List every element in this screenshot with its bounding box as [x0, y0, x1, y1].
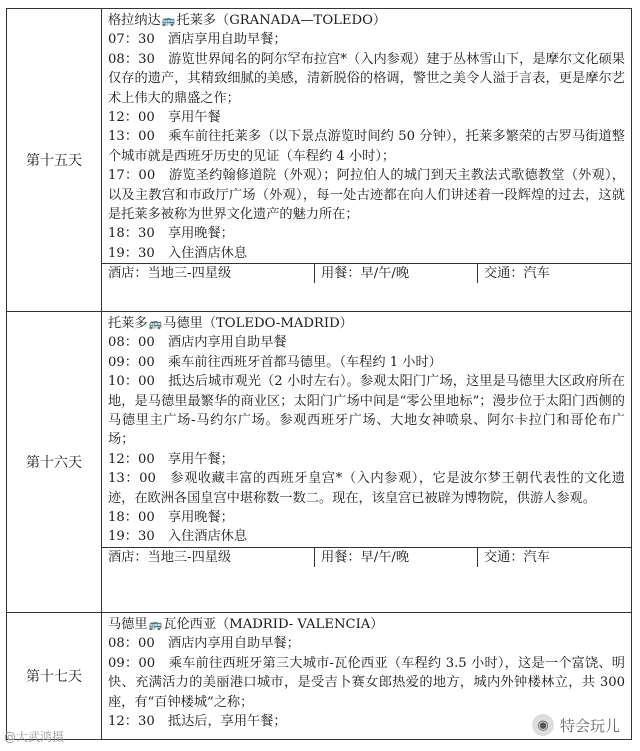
- meals-info: 用餐：早/午/晚: [315, 264, 478, 283]
- day-label: 第十六天: [7, 312, 102, 613]
- schedule-line: 19：30 入住酒店休息: [108, 245, 248, 261]
- schedule-line: 10：00 抵达后城市观光（2 小时左右）。参观太阳门广场，这里是马德里大区政府所在地，是马德里最繁华的商业区；太阳门广场中间是“零公里地标”；漫步位于太阳门西侧的马德里主广场-马约尔广场。参观西班牙广场、大地女神喷泉、阿尔卡拉门和哥伦布广场；: [108, 374, 625, 448]
- day-detail: [102, 312, 632, 613]
- route-title: [108, 11, 625, 30]
- day-row: [7, 312, 632, 613]
- route-from: 马德里: [108, 617, 148, 632]
- watermark-right: [532, 714, 620, 736]
- bus-icon: 🚌: [161, 14, 176, 27]
- schedule-line: 09：00 乘车前往西班牙第三大城市-瓦伦西亚（车程约 3.5 小时），这是一个富饶、明快、充满活力的美丽港口城市，是受吉卜赛女郎热爱的地方，城内外钟楼林立，共 300 座，有“百钟楼城”之称；: [108, 655, 625, 710]
- day-label: 第十七天: [7, 613, 102, 740]
- schedule-line: 12：00 享用午餐；: [108, 451, 234, 467]
- schedule-line: 13：00 乘车前往托莱多（以下景点游览时间约 50 分钟），托莱多繁荣的古罗马街道整个城市就是西班牙历史的见证（车程约 4 小时）；: [108, 129, 625, 164]
- schedule-line: 12：00 享用午餐: [108, 110, 221, 126]
- schedule-line: 19：30 入住酒店休息: [108, 529, 248, 545]
- info-row: [102, 263, 631, 283]
- route-to: 托莱多（GRANADA—TOLEDO）: [176, 13, 387, 28]
- hotel-info: 酒店：当地三-四星级: [102, 264, 315, 283]
- schedule-line: 18：30 享用晚餐；: [108, 226, 234, 242]
- bus-icon: 🚌: [148, 317, 163, 330]
- schedule-line: 17：00 游览圣约翰修道院（外观）；阿拉伯人的城门到天主教法式歌德教堂（外观），以及主教宫和市政厅广场（外观），每一处古迹都在向人们讲述着一段辉煌的过去，这就是托莱多被称为世界文化遗产的魅力所在；: [108, 168, 625, 223]
- wechat-logo-icon: ◉: [532, 714, 554, 736]
- schedule-line: 08：00 酒店内享用自助早餐；: [108, 636, 300, 652]
- schedule-line: 18：00 享用晚餐；: [108, 510, 234, 526]
- day-row: [7, 9, 632, 312]
- route-to: 瓦伦西亚（MADRID- VALENCIA）: [163, 617, 384, 632]
- watermark-left: @大武鸿摄: [4, 730, 65, 744]
- bus-icon: 🚌: [148, 618, 163, 631]
- route-title: [108, 314, 625, 333]
- schedule-line: 07：30 酒店享用自助早餐；: [108, 32, 287, 48]
- schedule-line: 13：00 参观收藏丰富的西班牙皇宫*（入内参观），它是波尔梦王朝代表性的文化遗迹，在欧洲各国皇宫中堪称数一数二。现在，该皇宫已被辟为博物院，供游人参观。: [108, 471, 625, 506]
- itinerary-table: [6, 8, 632, 740]
- info-row: [102, 547, 631, 567]
- hotel-info: 酒店：当地三-四星级: [102, 548, 315, 567]
- schedule-line: 08：30 游览世界闻名的阿尔罕布拉宫*（入内参观）建于丛林雪山下，是摩尔文化硕果仅存的遗产，其精致细腻的美感，清新脱俗的格调，警世之美令人溢于言表，更是摩尔艺术上伟大的鼎盛之作；: [108, 51, 625, 106]
- route-from: 格拉纳达: [108, 13, 161, 28]
- route-from: 托莱多: [108, 316, 148, 331]
- route-to: 马德里（TOLEDO-MADRID）: [163, 316, 353, 331]
- schedule-line: 12：30 抵达后，享用午餐；: [108, 714, 287, 730]
- meals-info: 用餐：早/午/晚: [315, 548, 478, 567]
- schedule-line: 08：00 酒店内享用自助早餐: [108, 335, 287, 351]
- route-title: [108, 615, 625, 634]
- transport-info: 交通：汽车: [484, 549, 550, 565]
- watermark-right-text: 特会玩儿: [559, 716, 620, 735]
- schedule-line: 09：00 乘车前往西班牙首都马德里。（车程约 1 小时）: [108, 354, 442, 370]
- day-detail: [102, 9, 632, 312]
- transport-info: 交通：汽车: [484, 266, 550, 282]
- day-label: 第十五天: [7, 9, 102, 312]
